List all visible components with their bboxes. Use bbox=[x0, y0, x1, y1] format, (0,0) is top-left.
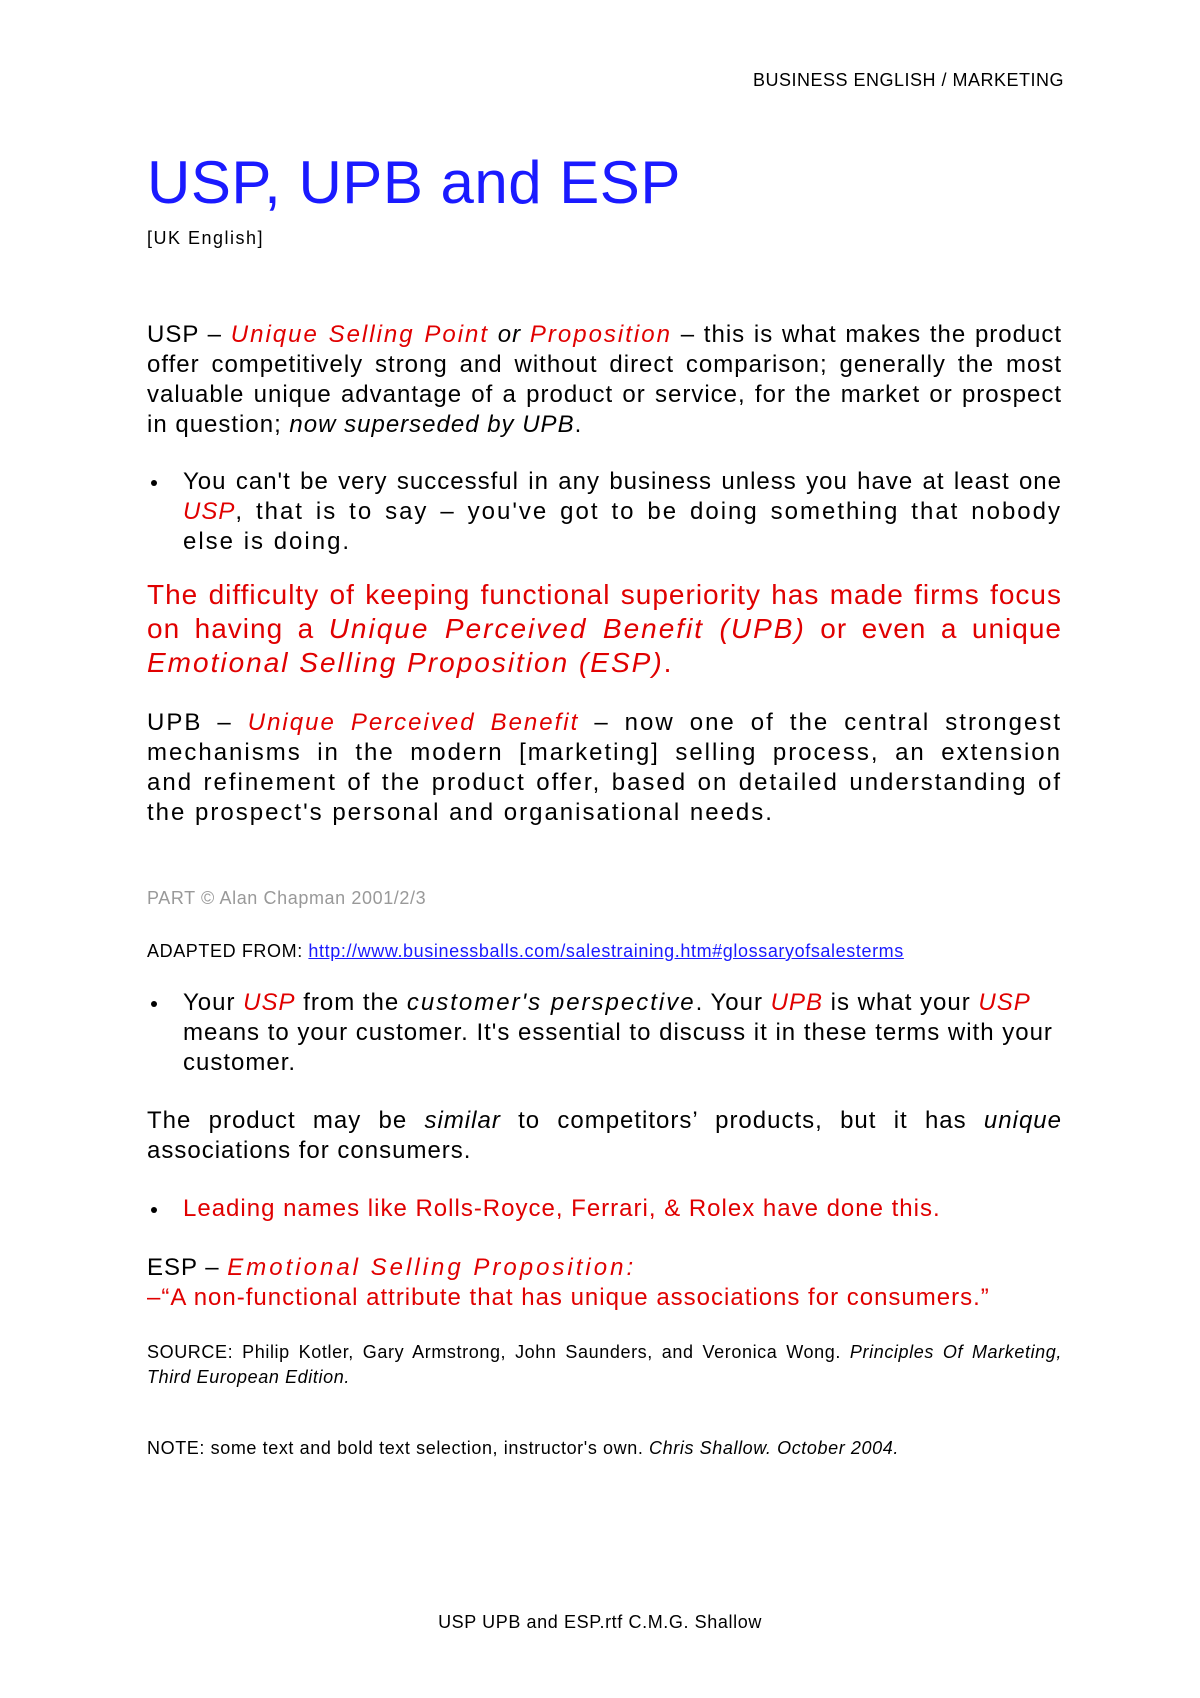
text: . Your bbox=[695, 989, 771, 1016]
upb-description: – now one of the central strongest mechanisms in the modern [marketing] selling process, an extension and refinement of the product offer, based on detailed understanding of the prospect's personal and organisational needs. bbox=[147, 709, 1062, 826]
text: associations for consumers. bbox=[147, 1137, 472, 1164]
usp-name-proposition: Proposition bbox=[529, 321, 672, 348]
text: means to your customer. It's essential to discuss it in these terms with your customer. bbox=[183, 1019, 1053, 1076]
usp-definition bbox=[147, 320, 1062, 440]
text: The product may be bbox=[147, 1107, 425, 1134]
esp-quote: –“A non-functional attribute that has unique associations for consumers.” bbox=[147, 1284, 990, 1311]
book-title: Principles Of Marketing, Third European Edition. bbox=[147, 1342, 1062, 1387]
dash: – bbox=[198, 321, 231, 348]
adapted-label: ADAPTED FROM: bbox=[147, 941, 309, 961]
esp-term: ESP – bbox=[147, 1254, 228, 1281]
usp-term-red: USP bbox=[243, 989, 296, 1016]
text: from the bbox=[295, 989, 407, 1016]
similar-paragraph bbox=[147, 1106, 1062, 1166]
list-item bbox=[147, 988, 1062, 1078]
source-citation bbox=[147, 1340, 1062, 1390]
bullet-text-end: , that is to say – you've got to be doing something that nobody else is doing. bbox=[183, 498, 1062, 555]
bullet-list-3 bbox=[147, 1194, 1062, 1224]
usp-description: – this is what makes the product offer competitively strong and without direct comparison; generally the most valuable unique advantage of a product or service, for the market or prospect in question; bbox=[147, 321, 1062, 438]
brand-examples: Leading names like Rolls-Royce, Ferrari, & Rolex have done this. bbox=[183, 1195, 941, 1222]
source-link[interactable]: http://www.businessballs.com/salestraining.htm#glossaryofsalesterms bbox=[308, 941, 904, 961]
list-item bbox=[147, 1194, 1062, 1224]
key-statement-text: The difficulty of keeping functional superiority has made firms focus on having a bbox=[147, 579, 1062, 644]
page-title: USP, UPB and ESP bbox=[147, 149, 681, 216]
key-statement-mid: or even a unique bbox=[805, 613, 1062, 644]
list-item bbox=[147, 467, 1062, 557]
usp-term-red: USP bbox=[978, 989, 1031, 1016]
source-label: SOURCE: Philip Kotler, Gary Armstrong, John Saunders, and Veronica Wong. bbox=[147, 1342, 850, 1362]
esp-definition bbox=[147, 1253, 1062, 1283]
text: to competitors’ products, but it has bbox=[500, 1107, 984, 1134]
header-category: BUSINESS ENGLISH / MARKETING bbox=[752, 70, 1064, 90]
usp-or: or bbox=[489, 321, 530, 348]
text: is what your bbox=[823, 989, 979, 1016]
bullet-dot-icon bbox=[151, 1207, 157, 1213]
period: . bbox=[574, 411, 583, 438]
usp-superseded-note: now superseded by UPB bbox=[289, 411, 575, 438]
adapted-from bbox=[147, 939, 1062, 964]
esp-name: Emotional Selling Proposition: bbox=[227, 1254, 637, 1281]
usp-term-red: USP bbox=[183, 498, 236, 525]
dash: – bbox=[202, 709, 248, 736]
customer-perspective: customer's perspective bbox=[406, 989, 696, 1016]
language-note: [UK English] bbox=[147, 228, 265, 248]
bullet-dot-icon bbox=[151, 480, 157, 486]
note-text: NOTE: some text and bold text selection, instructor's own. bbox=[147, 1438, 650, 1458]
emphasis-unique: unique bbox=[983, 1107, 1062, 1134]
text: Your bbox=[183, 989, 244, 1016]
copyright-note: PART © Alan Chapman 2001/2/3 bbox=[147, 888, 427, 908]
esp-full-name: Emotional Selling Proposition (ESP) bbox=[147, 647, 664, 678]
bullet-text: You can't be very successful in any business unless you have at least one bbox=[183, 468, 1062, 495]
period: . bbox=[663, 647, 673, 678]
upb-term-red: UPB bbox=[770, 989, 824, 1016]
usp-term: USP bbox=[147, 321, 199, 348]
upb-full-name: Unique Perceived Benefit (UPB) bbox=[328, 613, 806, 644]
emphasis-similar: similar bbox=[424, 1107, 501, 1134]
bullet-list-1 bbox=[147, 467, 1062, 557]
instructor-note bbox=[147, 1436, 1062, 1461]
upb-name: Unique Perceived Benefit bbox=[247, 709, 580, 736]
upb-term: UPB bbox=[147, 709, 203, 736]
usp-name-point: Unique Selling Point bbox=[230, 321, 490, 348]
page-footer: USP UPB and ESP.rtf C.M.G. Shallow bbox=[438, 1612, 762, 1632]
bullet-list-2 bbox=[147, 988, 1062, 1078]
key-statement bbox=[147, 578, 1062, 680]
upb-definition bbox=[147, 708, 1062, 828]
bullet-dot-icon bbox=[151, 1001, 157, 1007]
note-author: Chris Shallow. October 2004. bbox=[649, 1438, 899, 1458]
